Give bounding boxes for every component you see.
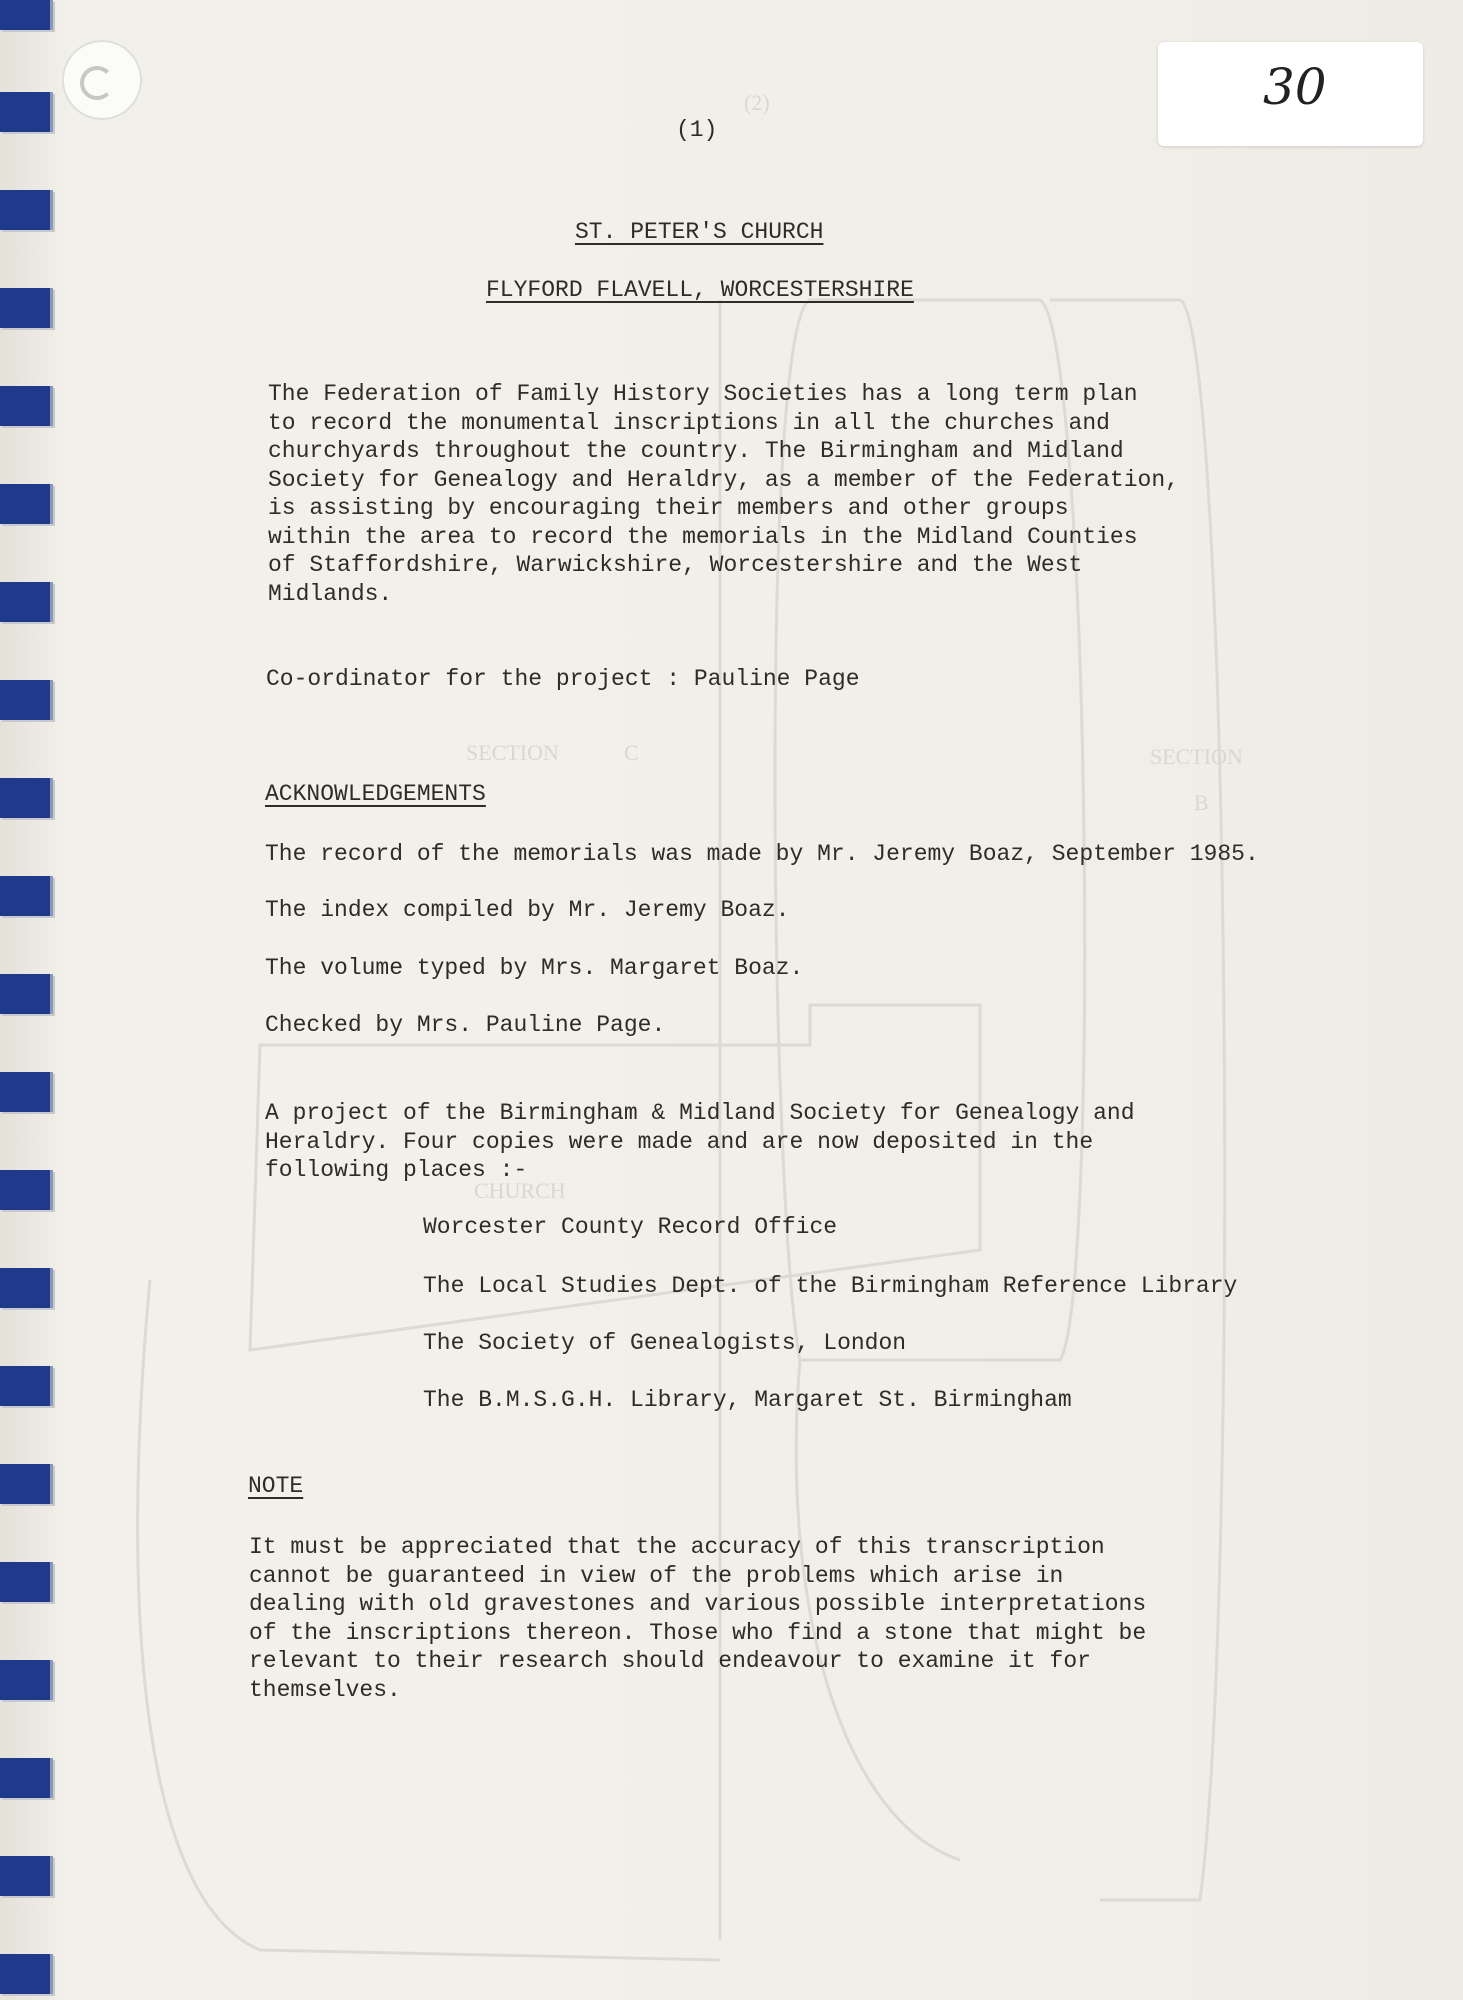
note-line: themselves.: [249, 1676, 401, 1703]
document-subtitle: FLYFORD FLAVELL, WORCESTERSHIRE: [486, 277, 914, 303]
acknowledgement-item: The record of the memorials was made by Mr. Jeremy Boaz, September 1985.: [265, 841, 1259, 867]
project-line: Heraldry. Four copies were made and are now deposited in the: [265, 1128, 1094, 1155]
show-through-text: B: [1194, 790, 1209, 815]
deposit-place: The Society of Genealogists, London: [423, 1330, 907, 1356]
note-heading: NOTE: [248, 1473, 304, 1499]
show-through-text: CHURCH: [474, 1178, 566, 1203]
show-through-text: (2): [744, 90, 770, 115]
deposit-place: Worcester County Record Office: [423, 1214, 838, 1240]
acknowledgement-item: Checked by Mrs. Pauline Page.: [265, 1012, 666, 1038]
coordinator-line: Co-ordinator for the project : Pauline Page: [266, 666, 860, 692]
intro-line: churchyards throughout the country. The Birmingham and Midland: [268, 438, 1124, 464]
deposit-place: The Local Studies Dept. of the Birmingham Reference Library: [423, 1273, 1238, 1299]
page-label-number: 30: [1263, 58, 1327, 116]
acknowledgement-item: The index compiled by Mr. Jeremy Boaz.: [265, 897, 790, 923]
page-number: (1): [676, 117, 718, 143]
document-title: ST. PETER'S CHURCH: [575, 219, 824, 245]
intro-line: of Staffordshire, Warwickshire, Worcestershire and the West: [268, 552, 1083, 578]
intro-line: Society for Genealogy and Heraldry, as a member of the Federation,: [268, 466, 1179, 493]
note-line: cannot be guaranteed in view of the problems which arise in: [249, 1562, 1064, 1589]
intro-line: The Federation of Family History Societies has a long term plan: [268, 381, 1138, 407]
acknowledgements-heading: ACKNOWLEDGEMENTS: [265, 781, 486, 807]
note-line: It must be appreciated that the accuracy of this transcription: [249, 1534, 1105, 1560]
note-line: dealing with old gravestones and various possible interpretations: [249, 1591, 1147, 1617]
project-line: following places :-: [265, 1157, 528, 1183]
intro-line: Midlands.: [268, 580, 393, 607]
intro-line: to record the monumental inscriptions in all the churches and: [268, 409, 1110, 436]
intro-line: is assisting by encouraging their members and other groups: [268, 495, 1069, 521]
note-line: of the inscriptions thereon. Those who find a stone that might be: [249, 1619, 1147, 1646]
show-through-text: C: [624, 740, 639, 765]
show-through-text: SECTION: [466, 740, 559, 765]
page-number-label: [1158, 42, 1423, 146]
deposit-place: The B.M.S.G.H. Library, Margaret St. Birmingham: [423, 1387, 1072, 1413]
intro-line: within the area to record the memorials in the Midland Counties: [268, 523, 1138, 550]
note-line: relevant to their research should endeavour to examine it for: [249, 1648, 1091, 1674]
show-through-text: SECTION: [1150, 744, 1243, 769]
project-line: A project of the Birmingham & Midland Society for Genealogy and: [265, 1100, 1135, 1126]
acknowledgement-item: The volume typed by Mrs. Margaret Boaz.: [265, 955, 804, 981]
